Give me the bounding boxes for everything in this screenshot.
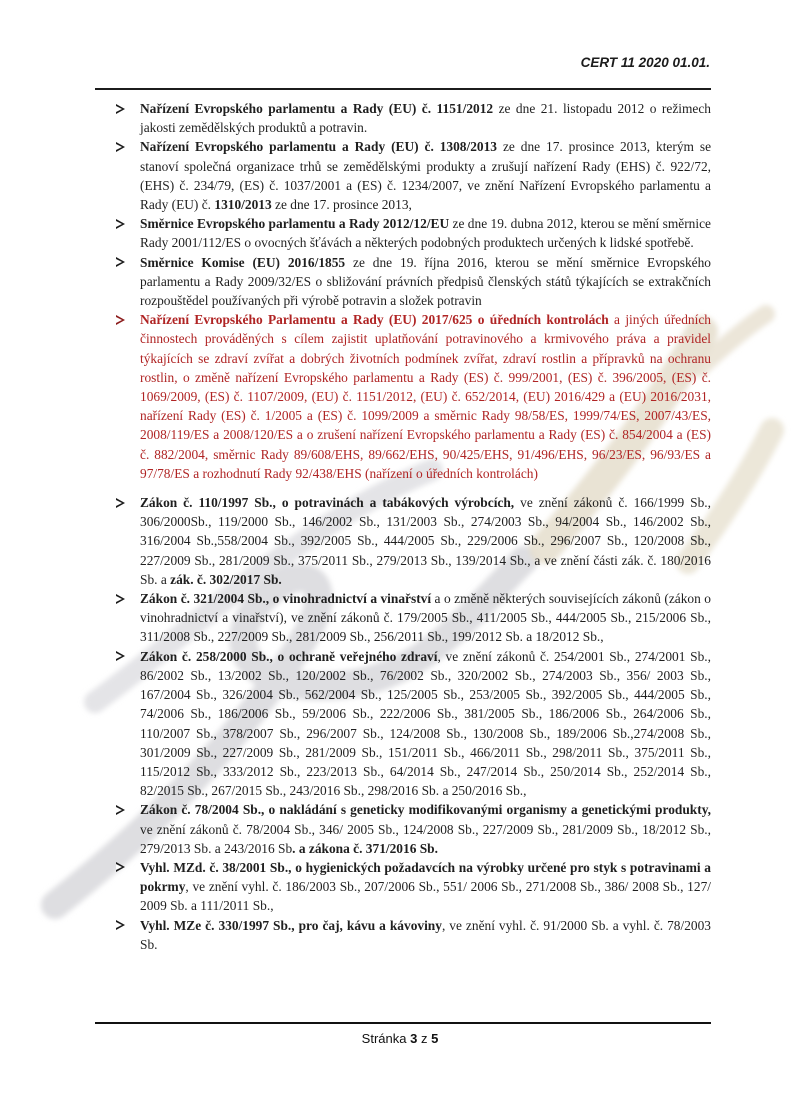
list-item xyxy=(95,589,711,647)
list-item-text: Zákon č. 321/2004 Sb., o vinohradnictví a vinařství a o změně některých souvisejících zákonů (zákon o vinohradnictví a vinařství), ve znění zákonů č. 179/2005 Sb., 411/2005 Sb., 444/2005 Sb., 215/2006 Sb., 311/2008 Sb., 227/2009 Sb., 281/2009 Sb., 256/2011 Sb., 199/2012 Sb. a 18/2012 Sb., xyxy=(140,591,711,645)
list-item xyxy=(95,858,711,916)
list-item xyxy=(95,493,711,589)
list-item xyxy=(95,214,711,252)
list-item xyxy=(95,253,711,311)
list-item xyxy=(95,310,711,483)
list-item xyxy=(95,137,711,214)
list-item xyxy=(95,800,711,858)
bullet-arrow-icon xyxy=(116,651,127,662)
list-item xyxy=(95,647,711,801)
bullet-arrow-icon xyxy=(116,142,127,153)
bullet-arrow-icon xyxy=(116,315,127,326)
list-item xyxy=(95,916,711,954)
list-item-text: Nařízení Evropského parlamentu a Rady (EU) č. 1151/2012 ze dne 21. listopadu 2012 o režimech jakosti zemědělských produktů a potravin. xyxy=(140,101,711,136)
list-item-text: Nařízení Evropského parlamentu a Rady (EU) č. 1308/2013 ze dne 17. prosince 2013, kterým se stanoví společná organizace trhů se zemědělskými produkty a zrušují nařízení Rady (EHS) č. 922/72, (EHS) č. 234/79, (ES) č. 1037/2001 a (ES) č. 1234/2007, ve znění Nařízení Evropského parlamentu a Rady (EU) č. 1310/2013 ze dne 17. prosince 2013, xyxy=(140,139,712,213)
page-footer xyxy=(0,1031,800,1046)
footer-page-label: Stránka xyxy=(361,1031,407,1046)
footer-of-word: z xyxy=(420,1031,428,1046)
bullet-arrow-icon xyxy=(116,219,127,230)
bullet-arrow-icon xyxy=(116,498,127,509)
bullet-arrow-icon xyxy=(116,920,127,931)
eu-regulations-list xyxy=(95,99,711,483)
list-item-text: Zákon č. 258/2000 Sb., o ochraně veřejného zdraví, ve znění zákonů č. 254/2001 Sb., 274/2001 Sb., 86/2002 Sb., 13/2002 Sb., 120/2002 Sb., 76/2002 Sb., 320/2002 Sb., 274/2003 Sb., 356/ 2003 Sb., 167/2004 Sb., 326/2004 Sb., 562/2004 Sb., 125/2005 Sb., 253/2005 Sb., 392/2005 Sb., 444/2005 Sb., 74/2006 Sb., 186/2006 Sb., 59/2006 Sb., 222/2006 Sb., 381/2005 Sb., 186/2006 Sb., 264/2006 Sb., 110/2007 Sb., 378/2007 Sb., 296/2007 Sb., 124/2008 Sb., 130/2008 Sb., 189/2006 Sb.,274/2008 Sb., 301/2009 Sb., 227/2009 Sb., 281/2009 Sb., 151/2011 Sb., 466/2011 Sb., 298/2011 Sb., 375/2011 Sb., 115/2012 Sb., 333/2012 Sb., 223/2013 Sb., 64/2014 Sb., 247/2014 Sb., 250/2014 Sb., 252/2014 Sb., 82/2015 Sb., 267/2015 Sb., 243/2016 Sb., 298/2016 Sb. a 250/2016 Sb., xyxy=(140,648,711,799)
national-laws-list xyxy=(95,493,711,954)
bullet-arrow-icon xyxy=(116,104,127,115)
list-item-text: Směrnice Evropského parlamentu a Rady 2012/12/EU ze dne 19. dubna 2012, kterou se mění směrnice Rady 2001/112/ES o ovocných šťávách a některých podobných produktech určených k lidské spotřebě. xyxy=(140,216,711,251)
footer-page-number: 3 xyxy=(410,1031,418,1046)
list-item-text: Směrnice Komise (EU) 2016/1855 ze dne 19. října 2016, kterou se mění směrnice Evropského parlamentu a Rady 2009/32/ES o sbližování právních předpisů členských států týkajících se extrakčních rozpouštědel používaných při výrobě potravin a složek potravin xyxy=(140,254,712,309)
header-rule xyxy=(95,88,711,90)
document-code: CERT 11 2020 01.01. xyxy=(580,55,710,70)
page-content xyxy=(95,99,711,954)
list-item-text: Vyhl. MZd. č. 38/2001 Sb., o hygienických požadavcích na výrobky určené pro styk s potravinami a pokrmy, ve znění vyhl. č. 186/2003 Sb., 207/2006 Sb., 551/ 2006 Sb., 271/2008 Sb., 386/ 2008 Sb., 127/ 2009 Sb. a 111/2011 Sb., xyxy=(140,859,711,914)
list-item-text: Zákon č. 110/1997 Sb., o potravinách a tabákových výrobcích, ve znění zákonů č. 166/1999 Sb., 306/2000Sb., 119/2000 Sb., 146/2002 Sb., 131/2003 Sb., 274/2003 Sb., 94/2004 Sb., 146/2002 Sb., 316/2004 Sb.,558/2004 Sb., 392/2005 Sb., 444/2005 Sb., 229/2006 Sb., 296/2007 Sb., 120/2008 Sb., 227/2009 Sb., 281/2009 Sb., 375/2011 Sb., 279/2013 Sb., 139/2014 Sb., a ve znění části zák. č. 180/2016 Sb. a zák. č. 302/2017 Sb. xyxy=(140,495,711,587)
footer-rule xyxy=(95,1022,711,1024)
bullet-arrow-icon xyxy=(116,257,127,268)
footer-page-total: 5 xyxy=(431,1031,439,1046)
bullet-arrow-icon xyxy=(116,805,127,816)
list-item xyxy=(95,99,711,137)
bullet-arrow-icon xyxy=(116,862,127,873)
list-item-text: Nařízení Evropského Parlamentu a Rady (EU) 2017/625 o úředních kontrolách a jiných úředních činnostech prováděných s cílem zajistit uplatňování potravinového a krmivového práva a pravidel týkajících se zdraví zvířat a dobrých životních podmínek zvířat, zdraví rostlin a přípravků na ochranu rostlin, o změně nařízení Evropského parlamentu a Rady (ES) č. 999/2001, (ES) č. 396/2005, (ES) č. 1069/2009, (ES) č. 1107/2009, (EU) č. 1151/2012, (EU) č. 652/2014, (EU) 2016/429 a (EU) 2016/2031, nařízení Rady (ES) č. 1/2005 a (ES) č. 1099/2009 a směrnic Rady 98/58/ES, 1999/74/ES, 2007/43/ES, 2008/119/ES a 2008/120/ES a o zrušení nařízení Evropského parlamentu a Rady (ES) č. 854/2004 a (ES) č. 882/2004, směrnic Rady 89/608/EHS, 89/662/EHS, 90/425/EHS, 91/496/EHS, 96/23/ES, 96/93/ES a 97/78/ES a rozhodnutí Rady 92/438/EHS (nařízení o úředních kontrolách) xyxy=(140,312,711,481)
list-item-text: Vyhl. MZe č. 330/1997 Sb., pro čaj, kávu a kávoviny, ve znění vyhl. č. 91/2000 Sb. a vyhl. č. 78/2003 Sb. xyxy=(140,917,711,952)
list-item-text: Zákon č. 78/2004 Sb., o nakládání s geneticky modifikovanými organismy a genetickými produkty, ve znění zákonů č. 78/2004 Sb., 346/ 2005 Sb., 124/2008 Sb., 227/2009 Sb., 281/2009 Sb., 18/2012 Sb., 279/2013 Sb. a 243/2016 Sb. a zákona č. 371/2016 Sb. xyxy=(140,802,711,856)
bullet-arrow-icon xyxy=(116,594,127,605)
